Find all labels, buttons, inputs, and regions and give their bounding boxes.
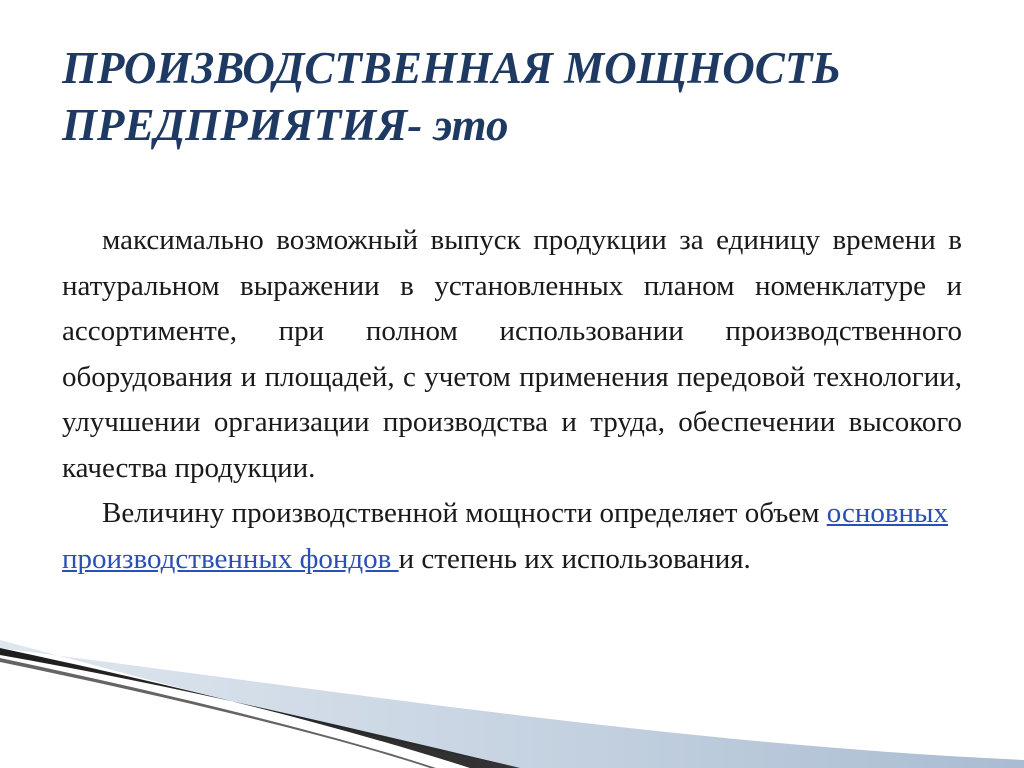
swoosh-light-band (0, 640, 1024, 768)
capacity-text-start: Величину производственной мощности определяет объем (102, 497, 827, 529)
title-suffix: - это (407, 100, 509, 150)
definition-paragraph: максимально возможный выпуск продукции за единицу времени в натуральном выражении в установленных планом номенклатуре и ассортименте, при полном использовании производственного оборудования и площадей, с учетом применения передовой технологии, улучшении организации производства и труда, обеспечении высокого качества продукции. (62, 224, 962, 484)
capacity-text-end: и степень их использования. (398, 542, 751, 575)
title-line-2 (62, 97, 982, 154)
slide-body (62, 218, 962, 582)
title-line-1: ПРОИЗВОДСТВЕННАЯ МОЩНОСТЬ (62, 43, 841, 93)
capacity-paragraph (62, 491, 962, 582)
slide-title (62, 40, 982, 154)
swoosh-dark-band (0, 648, 520, 768)
title-term: ПРЕДПРИЯТИЯ (62, 100, 408, 150)
swoosh-thin-line (0, 658, 436, 768)
fixed-assets-link[interactable]: основных производственных фондов (62, 497, 949, 575)
